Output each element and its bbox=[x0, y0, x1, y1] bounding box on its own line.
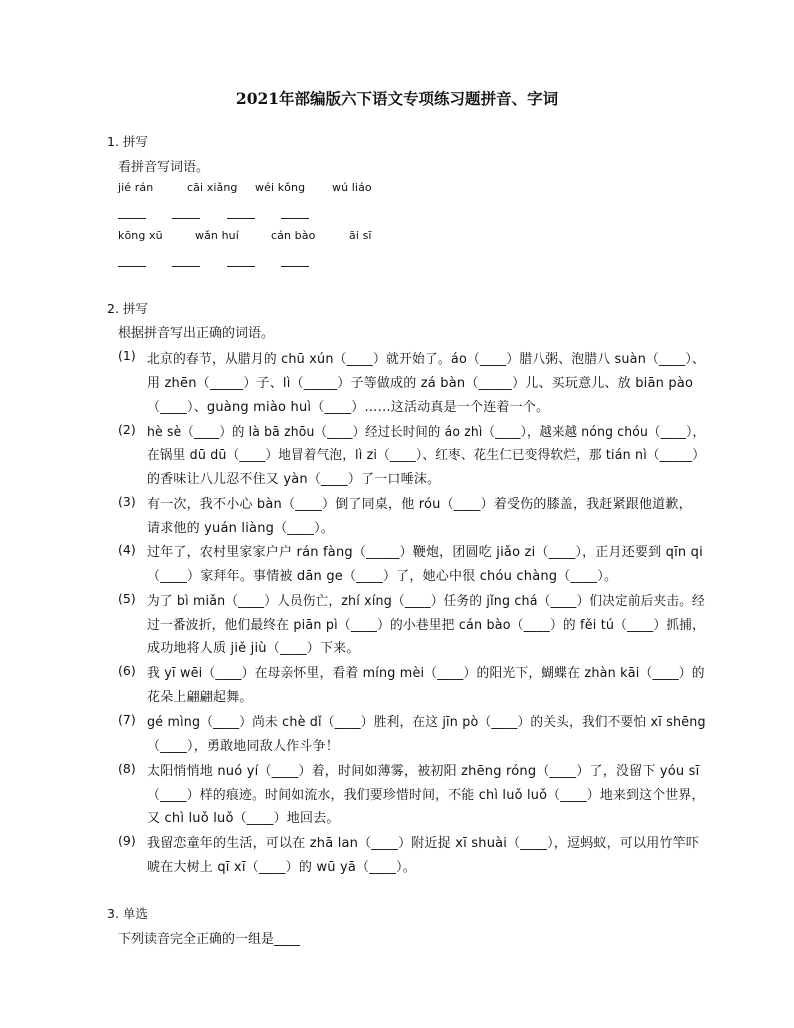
q2-item-line: （____），勇敢地同敌人作斗争！ bbox=[147, 739, 339, 754]
q1-pinyin-2: cāi xiǎng bbox=[187, 181, 238, 194]
q2-item-line: gé mìng（____）尚未 chè dǐ（____）胜利，在这 jīn pò（____）的关头，我们不要怕 xī shēng bbox=[147, 715, 706, 730]
page-title: 2021年部编版六下语文专项练习题拼音、字词 bbox=[235, 89, 559, 108]
q2-item-line: 我 yī wēi（____）在母亲怀里，看着 míng mèi（____）的阳光下，蝴蝶在 zhàn kāi（____）的 bbox=[147, 666, 705, 681]
q1-pinyin-1: jié rán bbox=[118, 181, 154, 194]
q1-pinyin-3: wéi kǒng bbox=[255, 181, 306, 194]
q2-item-line: 我留恋童年的生活，可以在 zhā lan（____）附近捉 xī shuài（____），逗蚂蚁，可以用竹竿吓 bbox=[147, 836, 700, 851]
q1-answer-blank[interactable] bbox=[172, 218, 200, 219]
q1-pinyin-7: cán bào bbox=[271, 229, 316, 242]
q1-answer-blank[interactable] bbox=[118, 266, 146, 267]
q2-item-line: 过一番波折，他们最终在 piān pì（____）的小巷里把 cán bào（____）的 fěi tú（____）抓捕， bbox=[147, 618, 706, 633]
q1-answer-blank[interactable] bbox=[172, 266, 200, 267]
q1-answer-blank[interactable] bbox=[118, 218, 146, 219]
q1-pinyin-4: wú liáo bbox=[332, 181, 372, 194]
q3-instruction: 下列读音完全正确的一组是____ bbox=[118, 932, 301, 947]
q2-item-line: （____）、guàng miào huì（____）……这活动真是一个连着一个。 bbox=[147, 400, 550, 415]
q1-heading: 1. 拼写 bbox=[107, 134, 148, 149]
q2-instruction: 根据拼音写出正确的词语。 bbox=[118, 326, 275, 341]
q1-pinyin-6: wǎn huí bbox=[195, 229, 239, 242]
q2-item-line: 用 zhēn（_____）子、lì（_____）子等做成的 zá bàn（_____）儿、买玩意儿、放 biān pào bbox=[147, 376, 694, 391]
q1-answer-blank[interactable] bbox=[227, 218, 255, 219]
q2-item-number: (2) bbox=[118, 422, 136, 437]
q2-item-number: (7) bbox=[118, 712, 136, 727]
q3-heading: 3. 单选 bbox=[107, 906, 148, 921]
q2-item-line: （____）家拜年。事情被 dān ge（____）了，她心中很 chóu chàng（____）。 bbox=[147, 569, 618, 584]
q2-item-line: 花朵上翩翩起舞。 bbox=[147, 690, 253, 705]
q2-item-line: 唬在大树上 qī xī（____）的 wū yā（____）。 bbox=[147, 860, 416, 875]
q1-instruction: 看拼音写词语。 bbox=[118, 160, 210, 175]
q2-item-number: (1) bbox=[118, 348, 136, 363]
q2-item-line: 在锅里 dū dū（____）地冒着气泡，lì zi（____）、红枣、花生仁已变得软烂，那 tián nì（_____） bbox=[147, 448, 706, 463]
q2-item-number: (8) bbox=[118, 761, 136, 776]
q2-item-line: （____）样的痕迹。时间如流水，我们要珍惜时间，不能 chì luǒ luǒ（____）地来到这个世界， bbox=[147, 788, 705, 803]
q2-item-line: 请求他的 yuán liàng（____）。 bbox=[147, 521, 334, 536]
q2-item-line: 北京的春节，从腊月的 chū xún（____）就开始了。áo（____）腊八粥、泡腊八 suàn（____）、 bbox=[147, 352, 705, 367]
q1-answer-blank[interactable] bbox=[281, 218, 309, 219]
q2-item-line: hè sè（____）的 là bā zhōu（____）经过长时间的 áo zhì（____），越来越 nóng chóu（____）， bbox=[147, 425, 706, 440]
q2-item-line: 的香味让八儿忍不住又 yàn（____）了一口唾沫。 bbox=[147, 472, 441, 487]
q2-item-line: 太阳悄悄地 nuó yí（____）着，时间如薄雾，被初阳 zhēng róng（____）了，没留下 yóu sī bbox=[147, 764, 700, 779]
q2-item-line: 成功地将人质 jiě jiù（____）下来。 bbox=[147, 641, 360, 656]
q2-item-line: 又 chì luǒ luǒ（____）地回去。 bbox=[147, 811, 340, 826]
q2-item-line: 有一次，我不小心 bàn（____）倒了同桌，他 róu（____）着受伤的膝盖，我赶紧跟他道歉， bbox=[147, 497, 692, 512]
q2-item-line: 为了 bì miǎn（____）人员伤亡，zhí xíng（____）任务的 jǐng chá（____）们决定前后夹击。经 bbox=[147, 594, 705, 609]
q1-answer-blank[interactable] bbox=[281, 266, 309, 267]
q2-heading: 2. 拼写 bbox=[107, 301, 148, 316]
q2-item-number: (5) bbox=[118, 591, 136, 606]
q1-pinyin-8: āi sī bbox=[349, 229, 372, 242]
q1-answer-blank[interactable] bbox=[227, 266, 255, 267]
q2-item-number: (3) bbox=[118, 494, 136, 509]
q2-item-line: 过年了，农村里家家户户 rán fàng（_____）鞭炮，团圆吃 jiǎo zi（____），正月还要到 qīn qi bbox=[147, 545, 703, 560]
q2-item-number: (6) bbox=[118, 663, 136, 678]
q2-item-number: (4) bbox=[118, 542, 136, 557]
q1-pinyin-5: kōng xū bbox=[118, 229, 163, 242]
q2-item-number: (9) bbox=[118, 833, 136, 848]
